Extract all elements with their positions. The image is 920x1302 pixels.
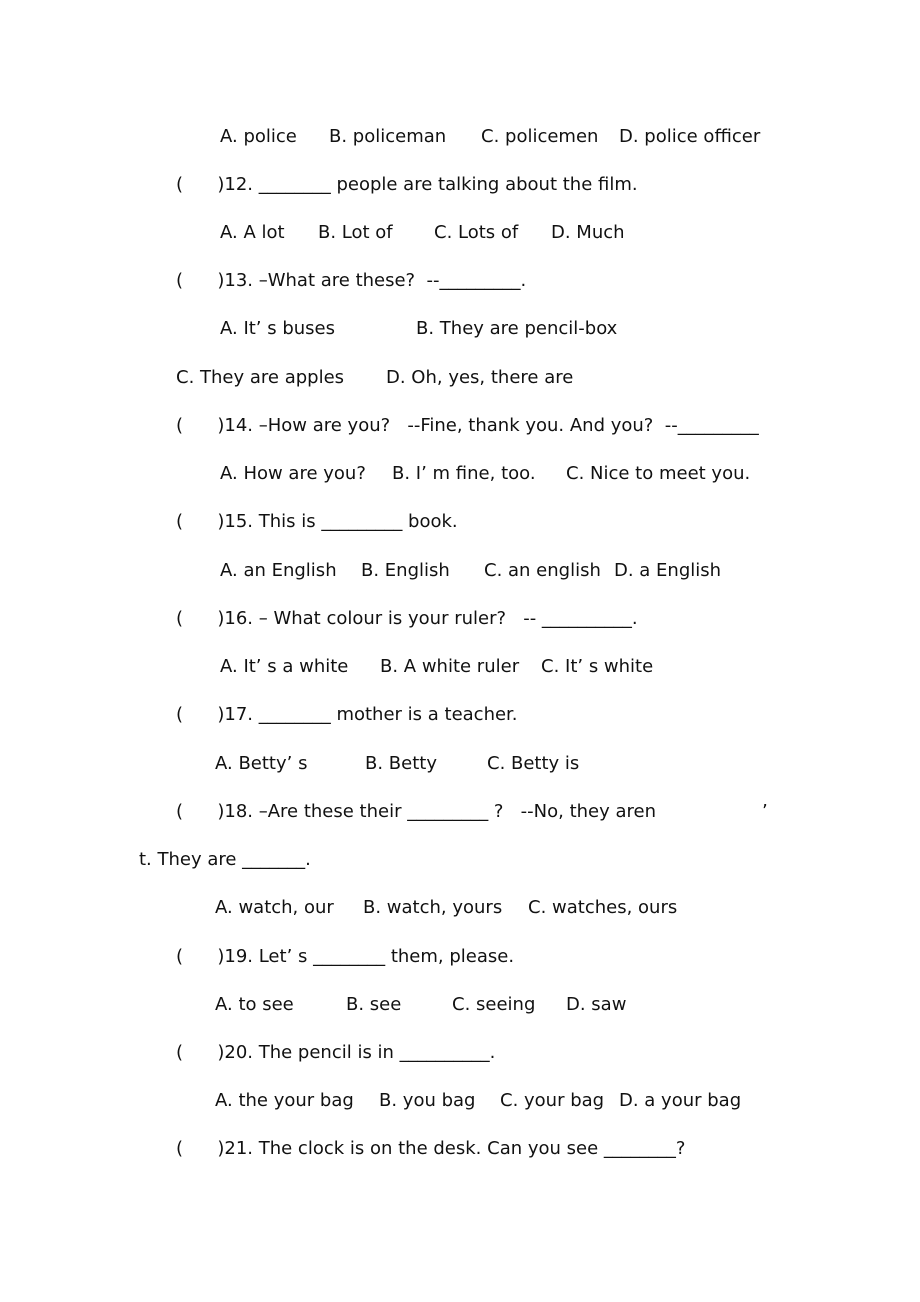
q12-option-a: A. A lot <box>220 222 285 243</box>
q19-option-c: C. seeing <box>452 994 536 1015</box>
question-15: ( )15. This is _________ book. <box>176 511 458 532</box>
question-12: ( )12. ________ people are talking about the film. <box>176 174 638 195</box>
q14-option-c: C. Nice to meet you. <box>566 463 751 484</box>
q20-option-c: C. your bag <box>500 1090 605 1111</box>
q19-option-d: D. saw <box>566 994 627 1015</box>
q12-option-b: B. Lot of <box>318 222 393 243</box>
q14-option-a: A. How are you? <box>220 463 366 484</box>
q19-option-b: B. see <box>346 994 402 1015</box>
q15-option-a: A. an English <box>220 560 337 581</box>
q19-option-a: A. to see <box>215 994 294 1015</box>
question-16: ( )16. – What colour is your ruler? -- __________. <box>176 608 638 629</box>
question-18: ( )18. –Are these their _________ ? --No, they aren <box>176 801 656 822</box>
q16-option-b: B. A white ruler <box>380 656 520 677</box>
question-18-continued: t. They are _______. <box>139 849 311 870</box>
q15-option-b: B. English <box>361 560 450 581</box>
q13-option-b: B. They are pencil-box <box>416 318 618 339</box>
question-20: ( )20. The pencil is in __________. <box>176 1042 496 1063</box>
q12-option-c: C. Lots of <box>434 222 519 243</box>
q11-option-a: A. police <box>220 126 297 147</box>
q20-option-d: D. a your bag <box>619 1090 742 1111</box>
q11-option-d: D. police officer <box>619 126 761 147</box>
q11-option-b: B. policeman <box>329 126 447 147</box>
q16-option-c: C. It’ s white <box>541 656 654 677</box>
question-14: ( )14. –How are you? --Fine, thank you. And you? --_________ <box>176 415 759 436</box>
question-17: ( )17. ________ mother is a teacher. <box>176 704 518 725</box>
question-13: ( )13. –What are these? --_________. <box>176 270 527 291</box>
q15-option-c: C. an english <box>484 560 601 581</box>
q13-option-a: A. It’ s buses <box>220 318 336 339</box>
q17-option-b: B. Betty <box>365 753 437 774</box>
q11-option-c: C. policemen <box>481 126 599 147</box>
q14-option-b: B. I’ m fine, too. <box>392 463 536 484</box>
q15-option-d: D. a English <box>614 560 722 581</box>
q20-option-a: A. the your bag <box>215 1090 354 1111</box>
q17-option-a: A. Betty’ s <box>215 753 308 774</box>
q17-option-c: C. Betty is <box>487 753 580 774</box>
q13-option-c: C. They are apples <box>176 367 345 388</box>
q18-option-c: C. watches, ours <box>528 897 678 918</box>
question-21: ( )21. The clock is on the desk. Can you see ________? <box>176 1138 686 1159</box>
q12-option-d: D. Much <box>551 222 625 243</box>
q13-option-d: D. Oh, yes, there are <box>386 367 574 388</box>
q20-option-b: B. you bag <box>379 1090 476 1111</box>
q18-option-a: A. watch, our <box>215 897 334 918</box>
question-19: ( )19. Let’ s ________ them, please. <box>176 946 515 967</box>
q18-option-b: B. watch, yours <box>363 897 503 918</box>
q16-option-a: A. It’ s a white <box>220 656 349 677</box>
question-18-apostrophe: ’ <box>762 801 768 822</box>
